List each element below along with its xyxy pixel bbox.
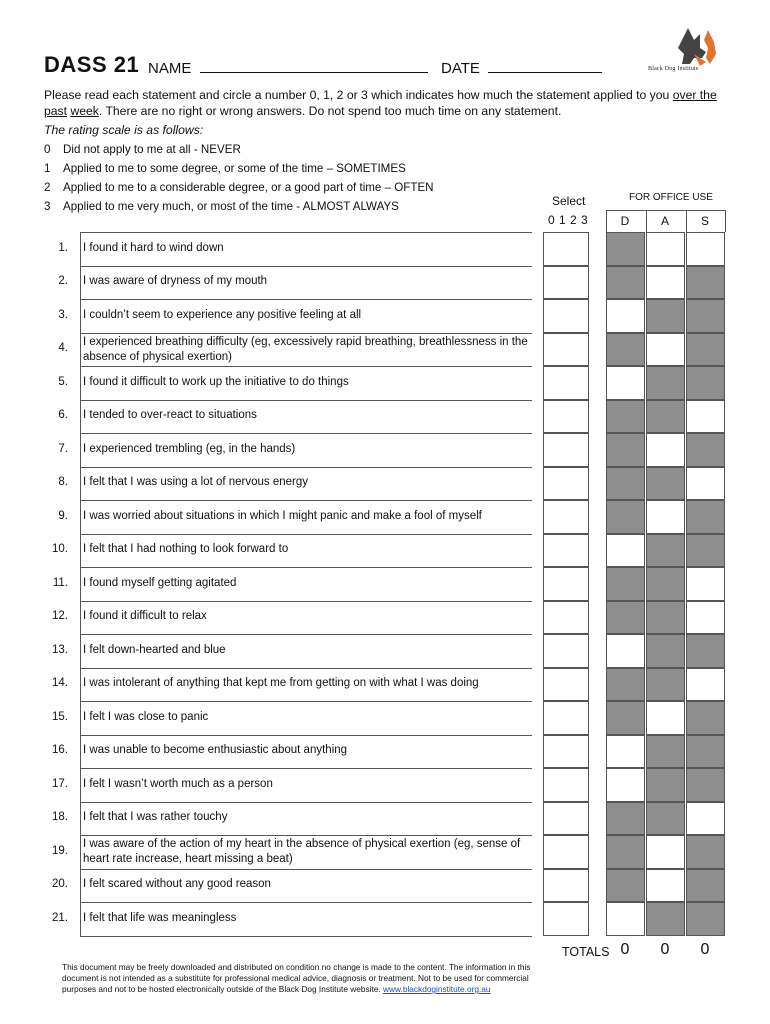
office-header-border [606, 210, 725, 211]
question-number: 18. [52, 811, 68, 824]
office-cell-a [646, 802, 685, 836]
office-cell-a [646, 601, 685, 635]
select-numbers: 0 1 2 3 [548, 213, 589, 227]
question-text: I was worried about situations in which I might panic and make a fool of myself [83, 509, 482, 522]
office-cell-a [646, 634, 685, 668]
scale-heading: The rating scale is as follows: [44, 123, 204, 137]
office-cell-s [686, 534, 725, 568]
office-use-heading: FOR OFFICE USE [629, 192, 713, 203]
office-cell-s[interactable] [686, 601, 725, 635]
select-response-cell[interactable] [543, 467, 589, 501]
total-d: 0 [620, 941, 630, 958]
row-divider [80, 534, 532, 535]
name-label: NAME [148, 60, 192, 77]
question-number: 20. [52, 878, 68, 891]
row-divider [80, 802, 532, 803]
select-response-cell[interactable] [543, 567, 589, 601]
question-number: 1. [58, 241, 68, 254]
question-number: 5. [58, 375, 68, 388]
question-text: I felt that I was using a lot of nervous energy [83, 476, 309, 489]
question-number: 2. [58, 275, 68, 288]
question-number: 8. [58, 476, 68, 489]
question-text: I felt scared without any good reason [83, 878, 271, 891]
select-response-cell[interactable] [543, 601, 589, 635]
row-divider [80, 433, 532, 434]
office-header-divider [686, 210, 687, 232]
question-number: 16. [52, 744, 68, 757]
row-divider [80, 333, 532, 334]
scale-item: 3 Applied to me very much, or most of the time - ALMOST ALWAYS [44, 200, 399, 213]
question-text: I experienced trembling (eg, in the hands) [83, 442, 296, 455]
office-cell-d [606, 802, 645, 836]
row-divider [80, 299, 532, 300]
select-response-cell[interactable] [543, 902, 589, 936]
question-text: I found it difficult to relax [83, 610, 207, 623]
office-cell-d [606, 400, 645, 434]
question-number: 4. [58, 342, 68, 355]
question-text: I felt down-hearted and blue [83, 643, 226, 656]
question-number: 13. [52, 643, 68, 656]
row-divider [80, 366, 532, 367]
office-cell-s [686, 333, 725, 367]
office-cell-d[interactable] [606, 299, 645, 333]
totals-label: TOTALS [562, 945, 610, 959]
office-cell-a [646, 567, 685, 601]
office-cell-s[interactable] [686, 802, 725, 836]
row-divider [80, 768, 532, 769]
scale-item: 2 Applied to me to a considerable degree, or a good part of time – OFTEN [44, 181, 434, 194]
question-text: I was aware of dryness of my mouth [83, 275, 268, 288]
office-cell-d[interactable] [606, 634, 645, 668]
question-number: 10. [52, 543, 68, 556]
column-a-heading: A [660, 214, 669, 228]
office-cell-d[interactable] [606, 534, 645, 568]
row-divider [80, 869, 532, 870]
office-cell-d [606, 869, 645, 903]
question-text: I felt I wasn’t worth much as a person [83, 777, 273, 790]
office-cell-s [686, 366, 725, 400]
form-title: DASS 21 [44, 52, 140, 77]
office-cell-d [606, 333, 645, 367]
office-cell-s[interactable] [686, 232, 725, 266]
question-number: 12. [52, 610, 68, 623]
select-response-cell[interactable] [543, 768, 589, 802]
office-cell-a [646, 366, 685, 400]
row-divider [80, 902, 532, 903]
question-number: 19. [52, 844, 68, 857]
row-divider [80, 500, 532, 501]
office-header-divider [725, 210, 726, 232]
select-response-cell[interactable] [543, 366, 589, 400]
office-cell-d [606, 567, 645, 601]
select-response-cell[interactable] [543, 701, 589, 735]
row-divider [80, 701, 532, 702]
scale-item: 1 Applied to me to some degree, or some of the time – SOMETIMES [44, 162, 406, 175]
select-response-cell[interactable] [543, 400, 589, 434]
column-s-heading: S [700, 214, 709, 228]
question-number: 14. [52, 677, 68, 690]
question-text: I was unable to become enthusiastic about anything [83, 744, 348, 757]
office-cell-d[interactable] [606, 366, 645, 400]
select-response-cell[interactable] [543, 232, 589, 266]
office-cell-d [606, 835, 645, 869]
office-cell-s[interactable] [686, 567, 725, 601]
question-number: 21. [52, 911, 68, 924]
select-response-cell[interactable] [543, 266, 589, 300]
question-number: 7. [58, 442, 68, 455]
row-divider [80, 668, 532, 669]
select-heading: Select [552, 194, 586, 208]
office-cell-a [646, 768, 685, 802]
office-cell-d [606, 701, 645, 735]
office-cell-a [646, 467, 685, 501]
office-cell-a [646, 668, 685, 702]
question-number: 6. [58, 409, 68, 422]
office-cell-a[interactable] [646, 701, 685, 735]
office-cell-d [606, 232, 645, 266]
question-text: I felt that I was rather touchy [83, 811, 228, 824]
office-cell-s [686, 701, 725, 735]
office-cell-d [606, 433, 645, 467]
select-response-cell[interactable] [543, 835, 589, 869]
select-response-cell[interactable] [543, 500, 589, 534]
row-divider [80, 936, 532, 937]
office-cell-a[interactable] [646, 869, 685, 903]
office-cell-a[interactable] [646, 835, 685, 869]
footer-disclaimer [62, 962, 532, 995]
table-top-border [80, 232, 532, 233]
office-cell-s [686, 835, 725, 869]
office-cell-a [646, 735, 685, 769]
office-cell-s [686, 634, 725, 668]
office-cell-s [686, 266, 725, 300]
question-number: 15. [52, 710, 68, 723]
select-response-cell[interactable] [543, 668, 589, 702]
office-cell-d[interactable] [606, 768, 645, 802]
office-cell-a[interactable] [646, 500, 685, 534]
scale-item: 0 Did not apply to me at all - NEVER [44, 143, 241, 156]
row-divider [80, 735, 532, 736]
instructions [44, 87, 724, 119]
office-cell-d[interactable] [606, 735, 645, 769]
office-header-divider [646, 210, 647, 232]
office-cell-s[interactable] [686, 400, 725, 434]
question-text: I felt I was close to panic [83, 710, 209, 723]
office-cell-s[interactable] [686, 467, 725, 501]
office-cell-s [686, 869, 725, 903]
footer-link[interactable]: www.blackdoginstitute.org.au [383, 984, 491, 994]
select-response-cell[interactable] [543, 433, 589, 467]
select-response-cell[interactable] [543, 869, 589, 903]
office-cell-d [606, 500, 645, 534]
office-cell-d [606, 467, 645, 501]
question-number: 3. [58, 308, 68, 321]
select-response-cell[interactable] [543, 634, 589, 668]
row-divider [80, 634, 532, 635]
office-cell-d [606, 668, 645, 702]
office-cell-s[interactable] [686, 668, 725, 702]
row-divider [80, 835, 532, 836]
logo-text: Black Dog Institute [648, 66, 699, 72]
row-divider [80, 601, 532, 602]
column-d-heading: D [620, 214, 630, 228]
question-number: 11. [52, 576, 68, 589]
question-number: 9. [58, 509, 68, 522]
office-cell-a [646, 902, 685, 936]
office-cell-s [686, 500, 725, 534]
question-text: I was aware of the action of my heart in the absence of physical exertion (eg, sense of heart rate increase, heart missing a beat) [83, 838, 521, 865]
date-field[interactable] [488, 58, 602, 73]
question-text: I couldn’t seem to experience any positive feeling at all [83, 308, 362, 321]
name-field[interactable] [200, 58, 428, 73]
footer-text: This document may be freely downloaded and distributed on condition no change is made to the content. The information in this document is not intended as a substitute for professional medical advice, diagnosis or treatment. Not to be used for commercial purposes and not to be hosted electronically outside of the Black Dog Institute website. [62, 962, 531, 994]
office-cell-a [646, 534, 685, 568]
office-cell-s [686, 768, 725, 802]
instructions-underline-1: over the past [44, 88, 717, 118]
question-text: I tended to over-react to situations [83, 409, 257, 422]
question-text: I found myself getting agitated [83, 576, 237, 589]
office-cell-s [686, 735, 725, 769]
question-number: 17. [52, 777, 68, 790]
instructions-text-b: . There are no right or wrong answers. Do not spend too much time on any statement. [98, 104, 562, 118]
office-cell-a [646, 299, 685, 333]
question-text: I felt that life was meaningless [83, 911, 237, 924]
select-response-cell[interactable] [543, 802, 589, 836]
instructions-underline-2: week [70, 104, 99, 118]
office-cell-s [686, 433, 725, 467]
office-header-divider [606, 210, 607, 232]
question-text: I found it hard to wind down [83, 241, 224, 254]
date-field-group [441, 58, 602, 77]
row-divider [80, 467, 532, 468]
select-response-cell[interactable] [543, 299, 589, 333]
total-s: 0 [700, 941, 710, 958]
row-divider [80, 567, 532, 568]
office-cell-a[interactable] [646, 266, 685, 300]
question-text: I felt that I had nothing to look forward to [83, 543, 289, 556]
office-cell-a[interactable] [646, 232, 685, 266]
date-label: DATE [441, 60, 480, 77]
row-divider [80, 266, 532, 267]
office-cell-a [646, 400, 685, 434]
instructions-text-a: Please read each statement and circle a number 0, 1, 2 or 3 which indicates how much the statement applied to you [44, 88, 673, 102]
name-field-group [148, 58, 428, 77]
row-divider [80, 400, 532, 401]
office-cell-a[interactable] [646, 333, 685, 367]
select-response-cell[interactable] [543, 333, 589, 367]
office-cell-a[interactable] [646, 433, 685, 467]
office-cell-d [606, 266, 645, 300]
table-left-border [80, 232, 81, 936]
office-cell-s [686, 299, 725, 333]
question-text: I experienced breathing difficulty (eg, excessively rapid breathing, breathlessness in the absence of physical exertion) [83, 335, 528, 363]
question-text: I was intolerant of anything that kept me from getting on with what I was doing [83, 677, 479, 690]
select-response-cell[interactable] [543, 534, 589, 568]
total-a: 0 [660, 941, 670, 958]
office-cell-s [686, 902, 725, 936]
office-cell-d [606, 601, 645, 635]
question-text: I found it difficult to work up the initiative to do things [83, 375, 349, 388]
office-cell-d[interactable] [606, 902, 645, 936]
select-response-cell[interactable] [543, 735, 589, 769]
